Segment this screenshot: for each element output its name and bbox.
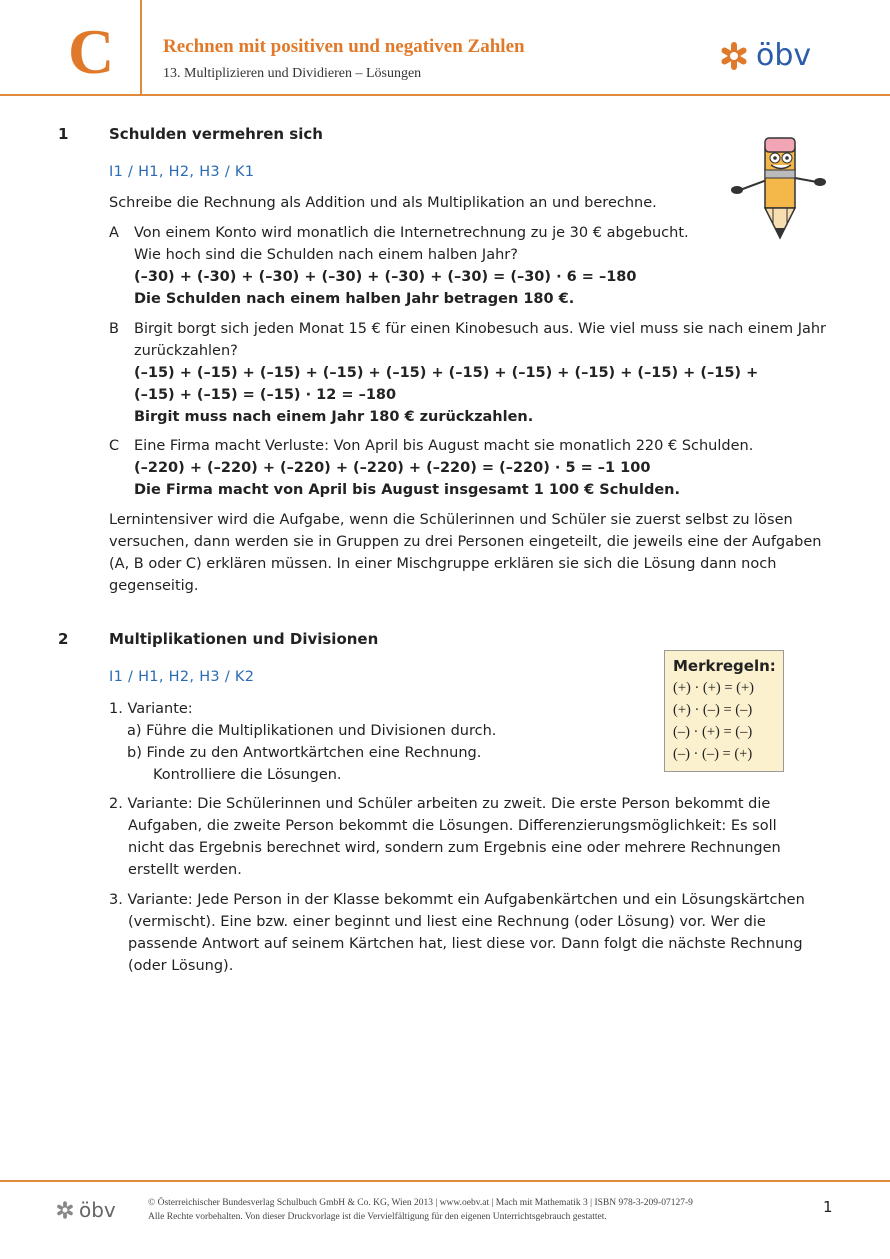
- section-1-note: gegenseitig.: [109, 578, 199, 594]
- merkregel-rule: (–) · (–) = (+): [673, 746, 753, 762]
- task-b-text: Birgit borgt sich jeden Monat 15 € für einen Kinobesuch aus. Wie viel muss sie nach einem Jahr: [134, 321, 827, 337]
- task-c-text: Eine Firma macht Verluste: Von April bis August macht sie monatlich 220 € Schulden.: [134, 438, 754, 454]
- variant-2-text: Aufgaben, die zweite Person bekommt die Lösungen. Differenzierungsmöglichkeit: Es soll: [128, 818, 777, 834]
- variant-2-text: erstellt werden.: [128, 862, 242, 878]
- merkregel-rule: (–) · (+) = (–): [673, 724, 753, 740]
- oebv-star-icon: [718, 40, 750, 72]
- variant-3-text: (oder Lösung).: [128, 958, 234, 974]
- section-1-instruction: Schreibe die Rechnung als Addition und als Multiplikation an und berechne.: [109, 195, 657, 211]
- task-c-answer: (–220) + (–220) + (–220) + (–220) + (–220) = (–220) · 5 = –1 100: [134, 460, 651, 476]
- variant-1-title: 1. Variante:: [109, 701, 193, 717]
- variant-1-item: a) Führe die Multiplikationen und Divisionen durch.: [127, 723, 497, 739]
- merkregel-rule: (+) · (+) = (+): [673, 680, 755, 696]
- footer-rights: Alle Rechte vorbehalten. Von dieser Druckvorlage ist die Vervielfältigung für den eigenen Unterrichtsgebrauch gestattet.: [148, 1212, 607, 1222]
- page-subtitle: 13. Multiplizieren und Dividieren – Lösungen: [163, 66, 422, 81]
- section-1-note: (A, B oder C) erklären müssen. In einer Mischgruppe erklären sie sich die Lösung dann noch: [109, 556, 777, 572]
- task-a-answer: Die Schulden nach einem halben Jahr betragen 180 €.: [134, 291, 575, 307]
- task-c-answer: Die Firma macht von April bis August insgesamt 1 100 € Schulden.: [134, 482, 680, 498]
- task-a-answer: (–30) + (-30) + (–30) + (–30) + (–30) + (–30) = (–30) · 6 = –180: [134, 269, 637, 285]
- variant-1-item: Kontrolliere die Lösungen.: [153, 767, 342, 783]
- footer-rule: [0, 1180, 890, 1182]
- task-a-label: A: [109, 225, 119, 241]
- variant-3-text: passende Antwort auf seinem Kärtchen hat, liest diese vor. Dann folgt die nächste Rechnung: [128, 936, 803, 952]
- task-b-answer: Birgit muss nach einem Jahr 180 € zurückzahlen.: [134, 409, 534, 425]
- chapter-letter: C: [68, 16, 115, 87]
- variant-1-item: b) Finde zu den Antwortkärtchen eine Rechnung.: [127, 745, 482, 761]
- page-title: Rechnen mit positiven und negativen Zahlen: [163, 36, 525, 57]
- section-1-note: versuchen, dann werden sie in Gruppen zu drei Personen eingeteilt, die jeweils eine der Aufgaben: [109, 534, 822, 550]
- section-2-title: Multiplikationen und Divisionen: [109, 630, 379, 648]
- variant-2-text: 2. Variante: Die Schülerinnen und Schüler arbeiten zu zweit. Die erste Person bekommt die: [109, 796, 771, 812]
- footer-logo-text: öbv: [79, 1198, 116, 1222]
- variant-3-text: (vermischt). Eine bzw. einer beginnt und liest eine Rechnung (oder Lösung) vor. Wer die: [128, 914, 766, 930]
- task-a-text: Von einem Konto wird monatlich die Internetrechnung zu je 30 € abgebucht.: [134, 225, 689, 241]
- section-1-note: Lernintensiver wird die Aufgabe, wenn die Schülerinnen und Schüler sie zuerst selbst zu lösen: [109, 512, 793, 528]
- footer-copyright: © Österreichischer Bundesverlag Schulbuch GmbH & Co. KG, Wien 2013 | www.oebv.at | Mach mit Mathematik 3 | ISBN 978-3-209-07127-9: [148, 1198, 693, 1208]
- publisher-logo: [718, 38, 811, 73]
- merkregeln-title: Merkregeln:: [673, 657, 776, 675]
- page-number: 1: [823, 1198, 833, 1216]
- merkregel-rule: (+) · (–) = (–): [673, 702, 753, 718]
- pencil-mascot-icon: [725, 130, 835, 242]
- header-divider: [140, 0, 142, 95]
- footer-logo: [55, 1198, 116, 1222]
- section-2-number: 2: [58, 630, 69, 648]
- oebv-star-icon: [55, 1200, 75, 1220]
- section-1-title: Schulden vermehren sich: [109, 125, 323, 143]
- section-1-competencies: I1 / H1, H2, H3 / K1: [109, 164, 255, 180]
- section-2-competencies: I1 / H1, H2, H3 / K2: [109, 669, 255, 685]
- task-c-label: C: [109, 438, 120, 454]
- logo-text: öbv: [756, 38, 812, 73]
- merkregeln-box: [664, 650, 784, 772]
- section-1-number: 1: [58, 125, 69, 143]
- header-rule: [0, 94, 890, 96]
- task-b-answer: (–15) + (–15) + (–15) + (–15) + (–15) + (–15) + (–15) + (–15) + (–15) + (–15) +: [134, 365, 759, 381]
- task-a-text: Wie hoch sind die Schulden nach einem halben Jahr?: [134, 247, 518, 263]
- task-b-label: B: [109, 321, 119, 337]
- task-b-answer: (–15) + (–15) = (–15) · 12 = –180: [134, 387, 397, 403]
- variant-2-text: nicht das Ergebnis berechnet wird, sondern zum Ergebnis eine oder mehrere Rechnungen: [128, 840, 781, 856]
- variant-3-text: 3. Variante: Jede Person in der Klasse bekommt ein Aufgabenkärtchen und ein Lösungskärtchen: [109, 892, 805, 908]
- task-b-text: zurückzahlen?: [134, 343, 238, 359]
